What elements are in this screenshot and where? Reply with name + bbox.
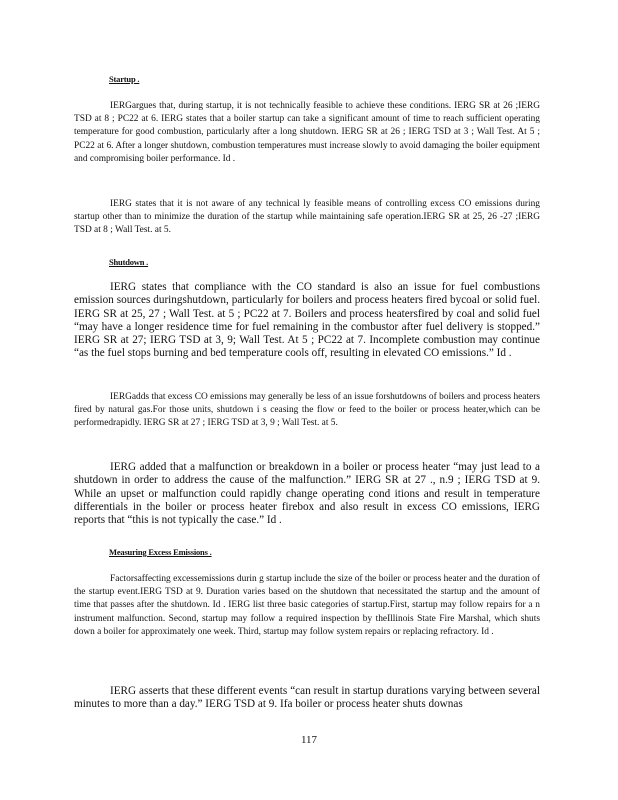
- paragraph-shutdown-1: IERG states that compliance with the CO standard is also an issue for fuel combustions emission sources duringshutdown, particularly for boilers and process heaters fired bycoal or solid fuel. IERG SR at 25, 27 ; Wall Test. at 5 ; PC22 at 7. Boilers and process heatersfired by coal and solid fuel “may have a longer residence time for fuel remaining in the combustor after fuel delivery is stopped.” IERG SR at 27; IERG TSD at 3, 9; Wall Test. At 5 ; PC22 at 7. Incomplete combustion may continue “as the fuel stops burning and bed temperature cools off, resulting in elevated CO emissions.” Id .: [74, 281, 540, 360]
- heading-startup: Startup .: [109, 74, 140, 84]
- paragraph-measuring-1: Factorsaffecting excessemissions durin g startup include the size of the boiler or process heater and the duration of the startup event.IERG TSD at 9. Duration varies based on the shutdown that necessitated the startup and the amount of time that passes after the shutdown. Id . IERG list three basic categories of startup.First, startup may follow repairs for a n instrument malfunction. Second, startup may follow a required inspection by theIllinois State Fire Marshal, which shuts down a boiler for approximately one week. Third, startup may follow system repairs or replacing refractory. Id .: [74, 574, 540, 637]
- paragraph-shutdown-2: IERGadds that excess CO emissions may generally be less of an issue forshutdowns of boilers and process heaters fired by natural gas.For those units, shutdown i s ceasing the flow or feed to the boiler or process heater,which can be performedrapidly. IERG SR at 27 ; IERG TSD at 3, 9 ; Wall Test. at 5.: [74, 392, 540, 429]
- heading-shutdown: Shutdown .: [109, 257, 149, 267]
- paragraph-startup-1: IERGargues that, during startup, it is not technically feasible to achieve these conditions. IERG SR at 26 ;IERG TSD at 8 ; PC22 at 6. IERG states that a boiler startup can take a significant amount of time to reach sufficient operating temperature for good combustion, particularly after a long shutdown. IERG SR at 26 ; IERG TSD at 3 ; Wall Test. At 5 ; PC22 at 6. After a longer shutdown, combustion temperatures must increase slowly to avoid damaging the boiler equipment and compromising boiler performance. Id .: [74, 101, 540, 164]
- paragraph-startup-2: IERG states that it is not aware of any technical ly feasible means of controlling excess CO emissions during startup other than to minimize the duration of the startup while maintaining safe operation.IERG SR at 25, 26 -27 ;IERG TSD at 8 ; Wall Test. at 5.: [74, 199, 540, 236]
- paragraph-measuring-2: IERG asserts that these different events “can result in startup durations varying between several minutes to more than a day.” IERG TSD at 9. Ifa boiler or process heater shuts downas: [74, 685, 540, 711]
- page-number: 117: [300, 734, 318, 746]
- heading-measuring-excess-emissions: Measuring Excess Emissions .: [109, 547, 212, 557]
- paragraph-shutdown-3: IERG added that a malfunction or breakdown in a boiler or process heater “may just lead to a shutdown in order to address the cause of the malfunction.” IERG SR at 27 ., n.9 ; IERG TSD at 9. While an upset or malfunction could rapidly change operating cond itions and result in temperature differentials in the boiler or process heater firebox and also result in excess CO emissions, IERG reports that “this is not typically the case.” Id .: [74, 461, 540, 527]
